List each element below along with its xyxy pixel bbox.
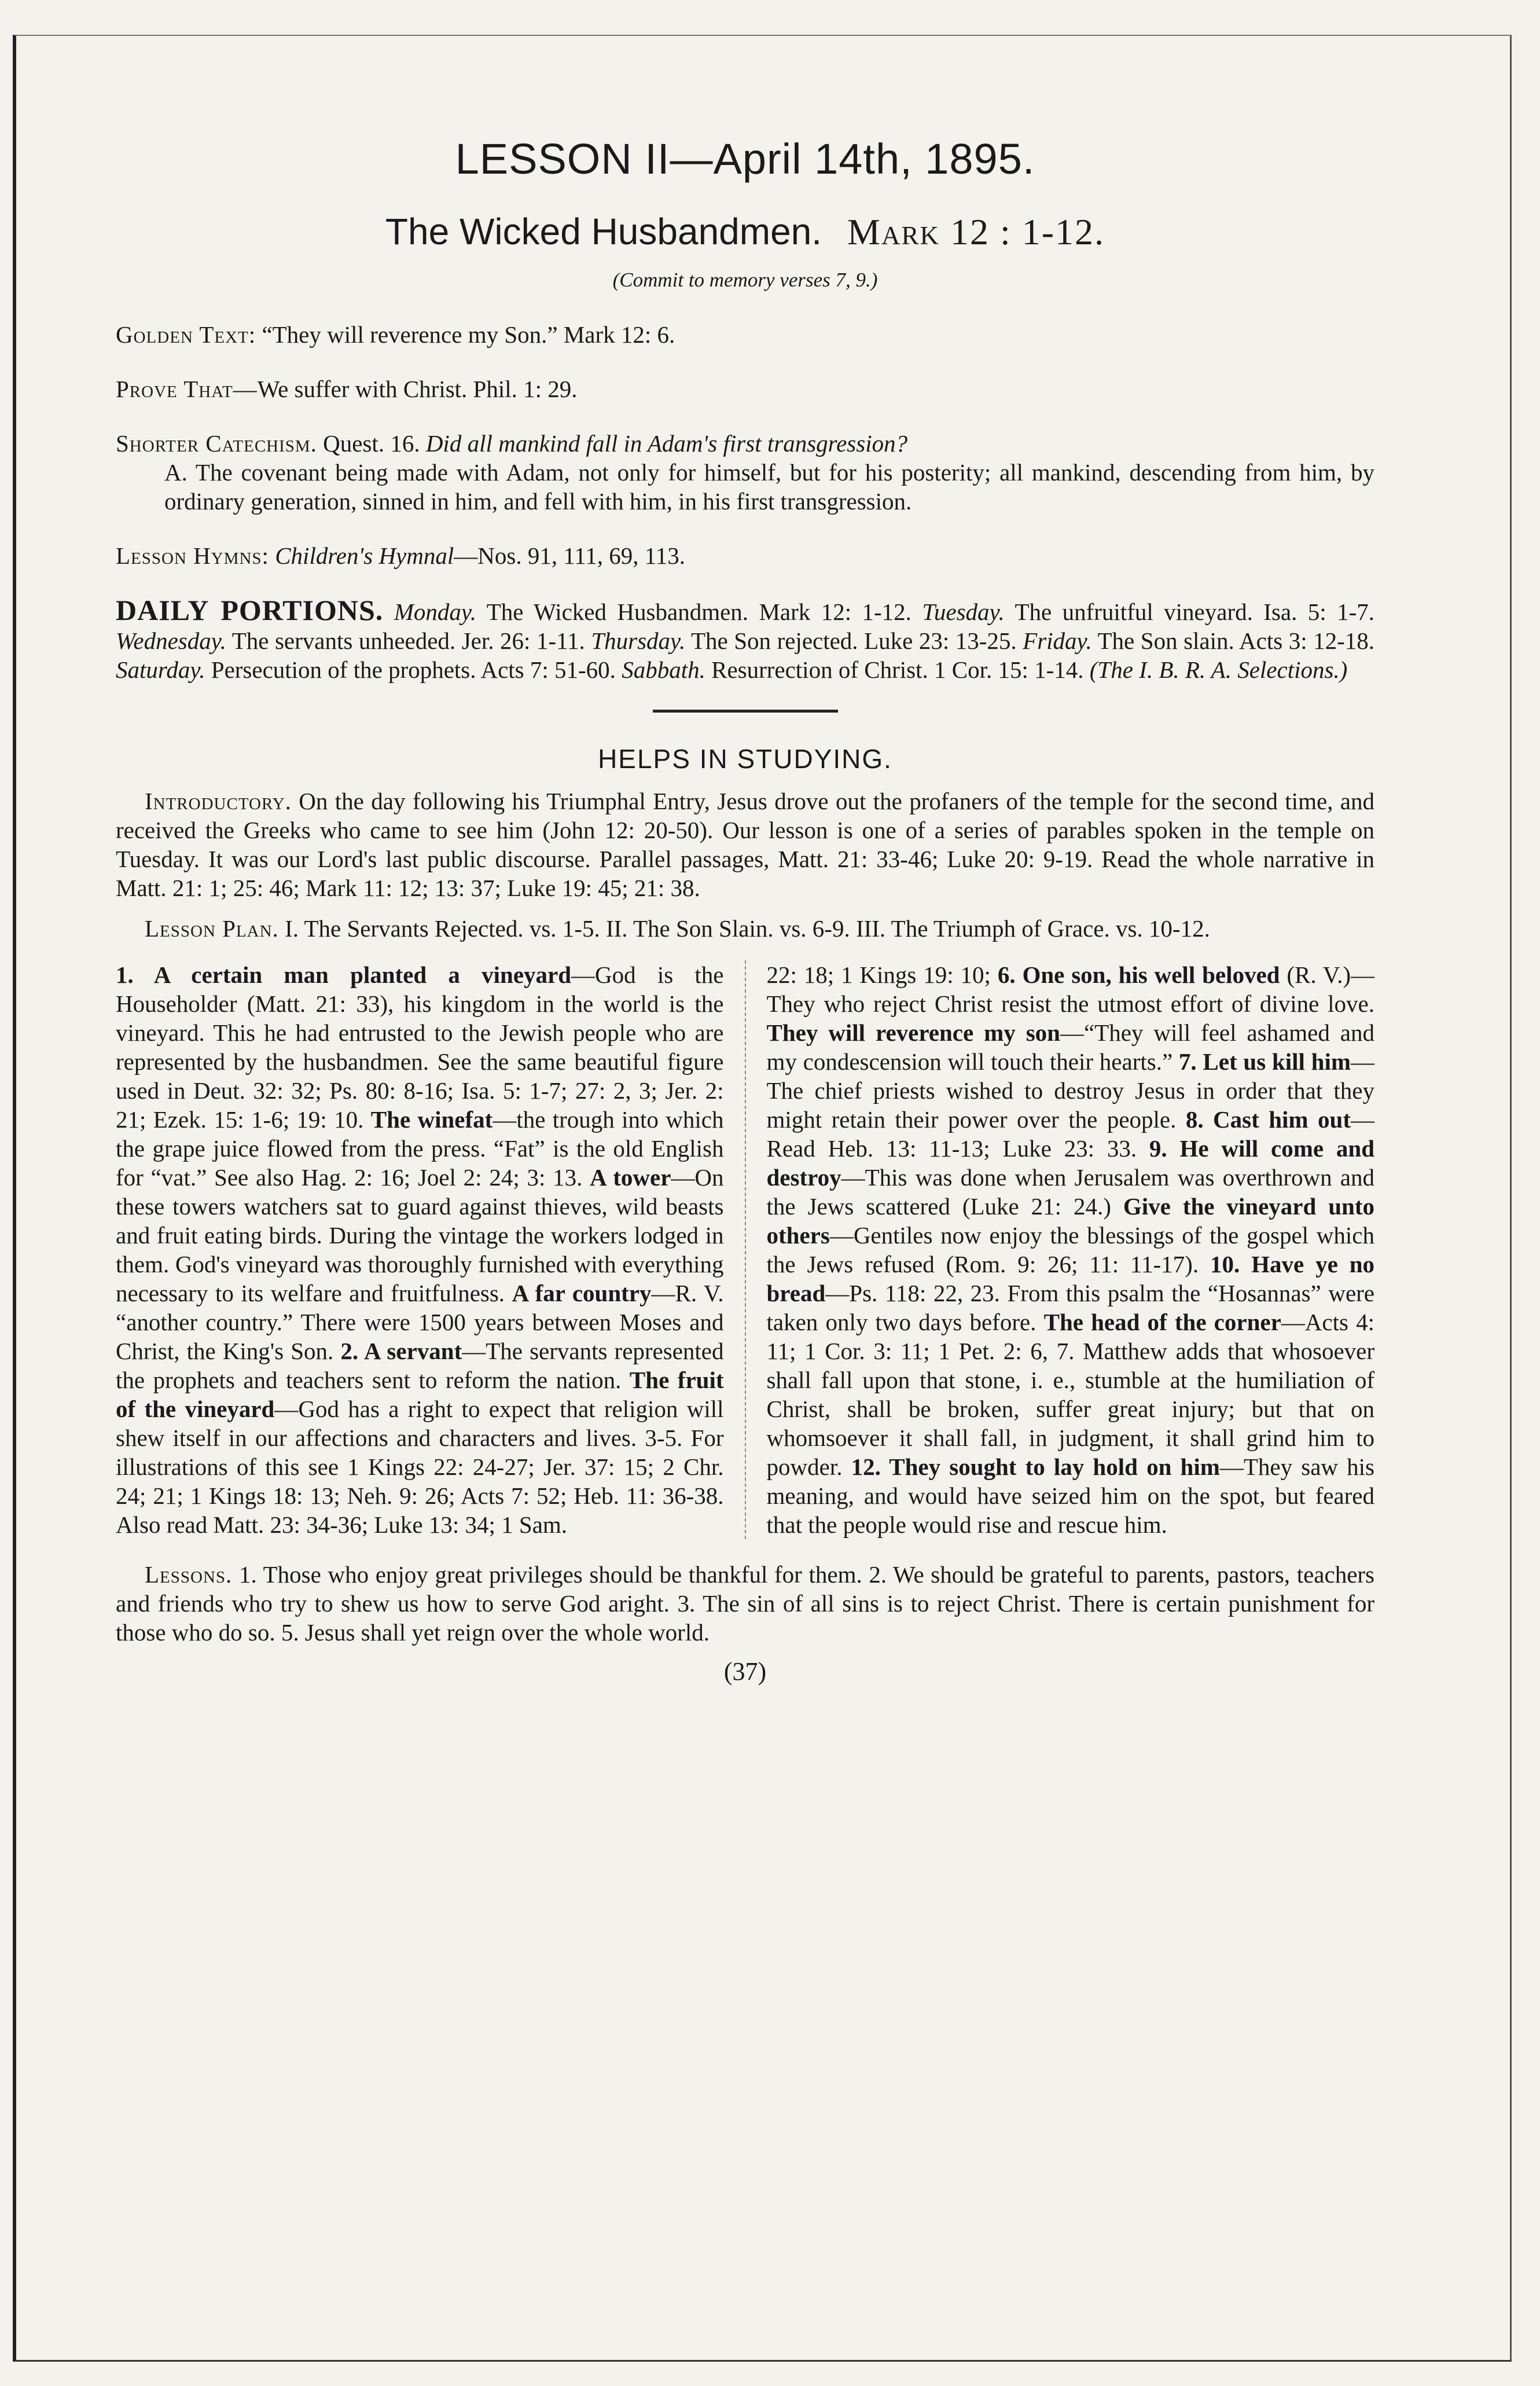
golden-text — [116, 320, 1374, 349]
right-column — [767, 960, 1375, 1539]
portion-sabbath: Resurrection of Christ. 1 Cor. 15: 1-14. — [711, 656, 1084, 683]
day-friday: Friday. — [1023, 627, 1092, 654]
introductory-text: On the day following his Triumphal Entry, Jesus drove out the profaners of the temple for the second time, and received the Greeks who came to see him (John 12: 20-50). Our lesson is one of a series of parables spoken in the temple on Tuesday. It was our Lord's last public discourse. Parallel passages, Matt. 21: 33-46; Luke 20: 9-19. Read the whole narrative in Matt. 21: 1; 25: 46; Mark 11: 12; 13: 37; Luke 19: 45; 21: 38. — [116, 788, 1374, 901]
lesson-hymns — [116, 541, 1374, 570]
catechism-answer: A. The covenant being made with Adam, not only for himself, but for his posterity; all mankind, descending from him, by ordinary generation, sinned in him, and fell with him, in his first transgression. — [164, 459, 1374, 515]
daily-portions — [116, 596, 1374, 684]
note-text: —Gentiles now enjoy the blessings of the gospel which the Jews refused (Rom. 9: 26; 11: 11-17). — [766, 1222, 1374, 1278]
hymns-numbers: —Nos. 91, 111, 69, 113. — [454, 542, 685, 569]
page-number: (37) — [723, 1657, 767, 1686]
note-text: —The chief priests wished to destroy Jesus in order that they might retain their power over the people. — [766, 1048, 1374, 1133]
note-text: —“They will feel ashamed and my condescension will touch their hearts.” — [766, 1019, 1374, 1075]
notes-columns — [116, 960, 1374, 1539]
golden-text-body: “They will reverence my Son.” Mark 12: 6. — [262, 321, 675, 348]
introductory-label: Introductory. — [145, 788, 292, 814]
note-heading: 12. They sought to lay hold on him — [851, 1453, 1220, 1480]
note-heading: A tower — [590, 1164, 671, 1191]
catechism-label: Shorter Catechism. — [116, 430, 317, 457]
subtitle-text: The Wicked Husbandmen. — [385, 211, 822, 252]
note-heading: A far country — [512, 1280, 652, 1306]
note-heading: The fruit of the vineyard — [116, 1367, 724, 1422]
portion-tuesday: The unfruitful vineyard. Isa. 5: 1-7. — [1015, 599, 1374, 625]
lessons — [116, 1560, 1374, 1647]
prove-that-body: We suffer with Christ. Phil. 1: 29. — [257, 376, 578, 402]
note-text: —God has a right to expect that religion will shew itself in our affections and characters and lives. 3-5. For illustrations of this see 1 Kings 22: 24-27; Jer. 37: 15; 2 Chr. 24; 21; 1 Kings 18: 13; Neh. 9: 26; Acts 7: 52; Heb. 11: 36-38. Also read Matt. 23: 34-36; Luke 13: 34; 1 Sam. — [116, 1396, 724, 1538]
note-heading: 2. A servant — [340, 1338, 462, 1364]
note-heading: 1. A certain man planted a vineyard — [116, 961, 572, 988]
portion-wednesday: The servants unheeded. Jer. 26: 1-11. — [231, 627, 585, 654]
prove-that-label: Prove That— — [116, 376, 258, 402]
day-thursday: Thursday. — [591, 627, 686, 654]
note-heading: 7. Let us kill him — [1178, 1048, 1351, 1075]
note-text: —Ps. 118: 22, 23. From this psalm the “Hosannas” were taken only two days before. — [766, 1280, 1374, 1335]
note-text: —the trough into which the grape juice flowed from the press. “Fat” is the old English for “vat.” See also Hag. 2: 16; Joel 2: 24; 3: 13. — [116, 1106, 724, 1191]
note-text: —God is the Householder (Matt. 21: 33), his kingdom in the world is the vineyard. This he had entrusted to the Jewish people who are represented by the husbandmen. See the same beautiful figure used in Deut. 32: 32; Ps. 80: 8-16; Isa. 5: 1-7; 27: 2, 3; Jer. 2: 21; Ezek. 15: 1-6; 19: 10. — [116, 961, 724, 1133]
note-text: —Read Heb. 13: 11-13; Luke 23: 33. — [766, 1106, 1374, 1162]
lesson-page — [116, 133, 1374, 1686]
golden-text-label: Golden Text: — [116, 321, 256, 348]
portions-source: (The I. B. R. A. Selections.) — [1089, 656, 1348, 683]
lessons-text: 1. Those who enjoy great privileges should be thankful for them. 2. We should be grateful to parents, pastors, teachers and friends who try to shew us how to serve God aright. 3. The sin of all sins is to reject Christ. There is certain punishment for those who do so. 5. Jesus shall yet reign over the whole world. — [116, 1561, 1374, 1646]
daily-portions-label: DAILY PORTIONS. — [116, 594, 384, 626]
note-text: —This was done when Jerusalem was overthrown and the Jews scattered (Luke 21: 24.) — [766, 1164, 1374, 1220]
section-divider — [653, 710, 838, 713]
day-saturday: Saturday. — [116, 656, 205, 683]
note-text: —On these towers watchers sat to guard against thieves, wild beasts and fruit eating birds. During the vintage the workers lodged in them. God's vineyard was thoroughly furnished with everything necessary to its welfare and fruitfulness. — [116, 1164, 724, 1306]
note-heading: 6. One son, his well beloved — [997, 961, 1280, 988]
note-heading: 9. He will come and destroy — [766, 1135, 1374, 1191]
day-wednesday: Wednesday. — [116, 627, 226, 654]
lesson-plan — [116, 914, 1374, 943]
hymns-label: Lesson Hymns: — [116, 542, 269, 569]
column-divider — [745, 960, 746, 1539]
note-heading: The winefat — [370, 1106, 493, 1133]
lesson-plan-text: I. The Servants Rejected. vs. 1-5. II. The Son Slain. vs. 6-9. III. The Triumph of Grace. vs. 10-12. — [285, 915, 1210, 942]
catechism-quest: Quest. 16. — [323, 430, 420, 457]
note-heading: They will reverence my son — [766, 1019, 1060, 1046]
portion-monday: The Wicked Husbandmen. Mark 12: 1-12. — [486, 599, 911, 625]
catechism-question: Did all mankind fall in Adam's first transgression? — [425, 430, 908, 457]
commit-note: (Commit to memory verses 7, 9.) — [612, 269, 878, 291]
scripture-reference: Mark 12 : 1-12. — [847, 211, 1105, 252]
hymns-book: Children's Hymnal — [275, 542, 454, 569]
lesson-subtitle — [116, 208, 1374, 255]
note-heading: Give the vineyard unto others — [766, 1193, 1374, 1249]
portion-saturday: Persecution of the prophets. Acts 7: 51-60. — [211, 656, 616, 683]
note-text: —The servants represented the prophets and teachers sent to reform the nation. — [116, 1338, 724, 1393]
portion-thursday: The Son rejected. Luke 23: 13-25. — [691, 627, 1017, 654]
note-text: 22: 18; 1 Kings 19: 10; — [766, 961, 991, 988]
day-monday: Monday. — [394, 599, 477, 625]
lesson-plan-label: Lesson Plan. — [145, 915, 279, 942]
left-column — [116, 960, 724, 1539]
portion-friday: The Son slain. Acts 3: 12-18. — [1097, 627, 1375, 654]
note-text: —Acts 4: 11; 1 Cor. 3: 11; 1 Pet. 2: 6, 7. Matthew adds that whosoever shall fall upon that stone, i. e., stumble at the humiliation of Christ, shall be broken, suffer great injury; but that on whomsoever it shall fall, in judgment, it shall grind him to powder. — [766, 1309, 1374, 1480]
note-heading: 8. Cast him out — [1185, 1106, 1351, 1133]
day-tuesday: Tuesday. — [922, 599, 1005, 625]
introductory — [116, 787, 1374, 902]
shorter-catechism — [116, 429, 1374, 516]
helps-title: HELPS IN STUDYING. — [598, 744, 892, 774]
lessons-label: Lessons. — [145, 1561, 233, 1588]
note-heading: The head of the corner — [1043, 1309, 1281, 1335]
note-text: —They saw his meaning, and would have seized him on the spot, but feared that the people would rise and rescue him. — [766, 1453, 1375, 1538]
prove-that — [116, 375, 1374, 403]
note-text: —R. V. “another country.” There were 1500 years between Moses and Christ, the King's Son. — [116, 1280, 724, 1364]
note-heading: 10. Have ye no bread — [766, 1251, 1375, 1306]
day-sabbath: Sabbath. — [622, 656, 705, 683]
note-text: (R. V.)—They who reject Christ resist the utmost effort of divine love. — [766, 961, 1375, 1017]
lesson-title: LESSON II—April 14th, 1895. — [455, 135, 1035, 183]
